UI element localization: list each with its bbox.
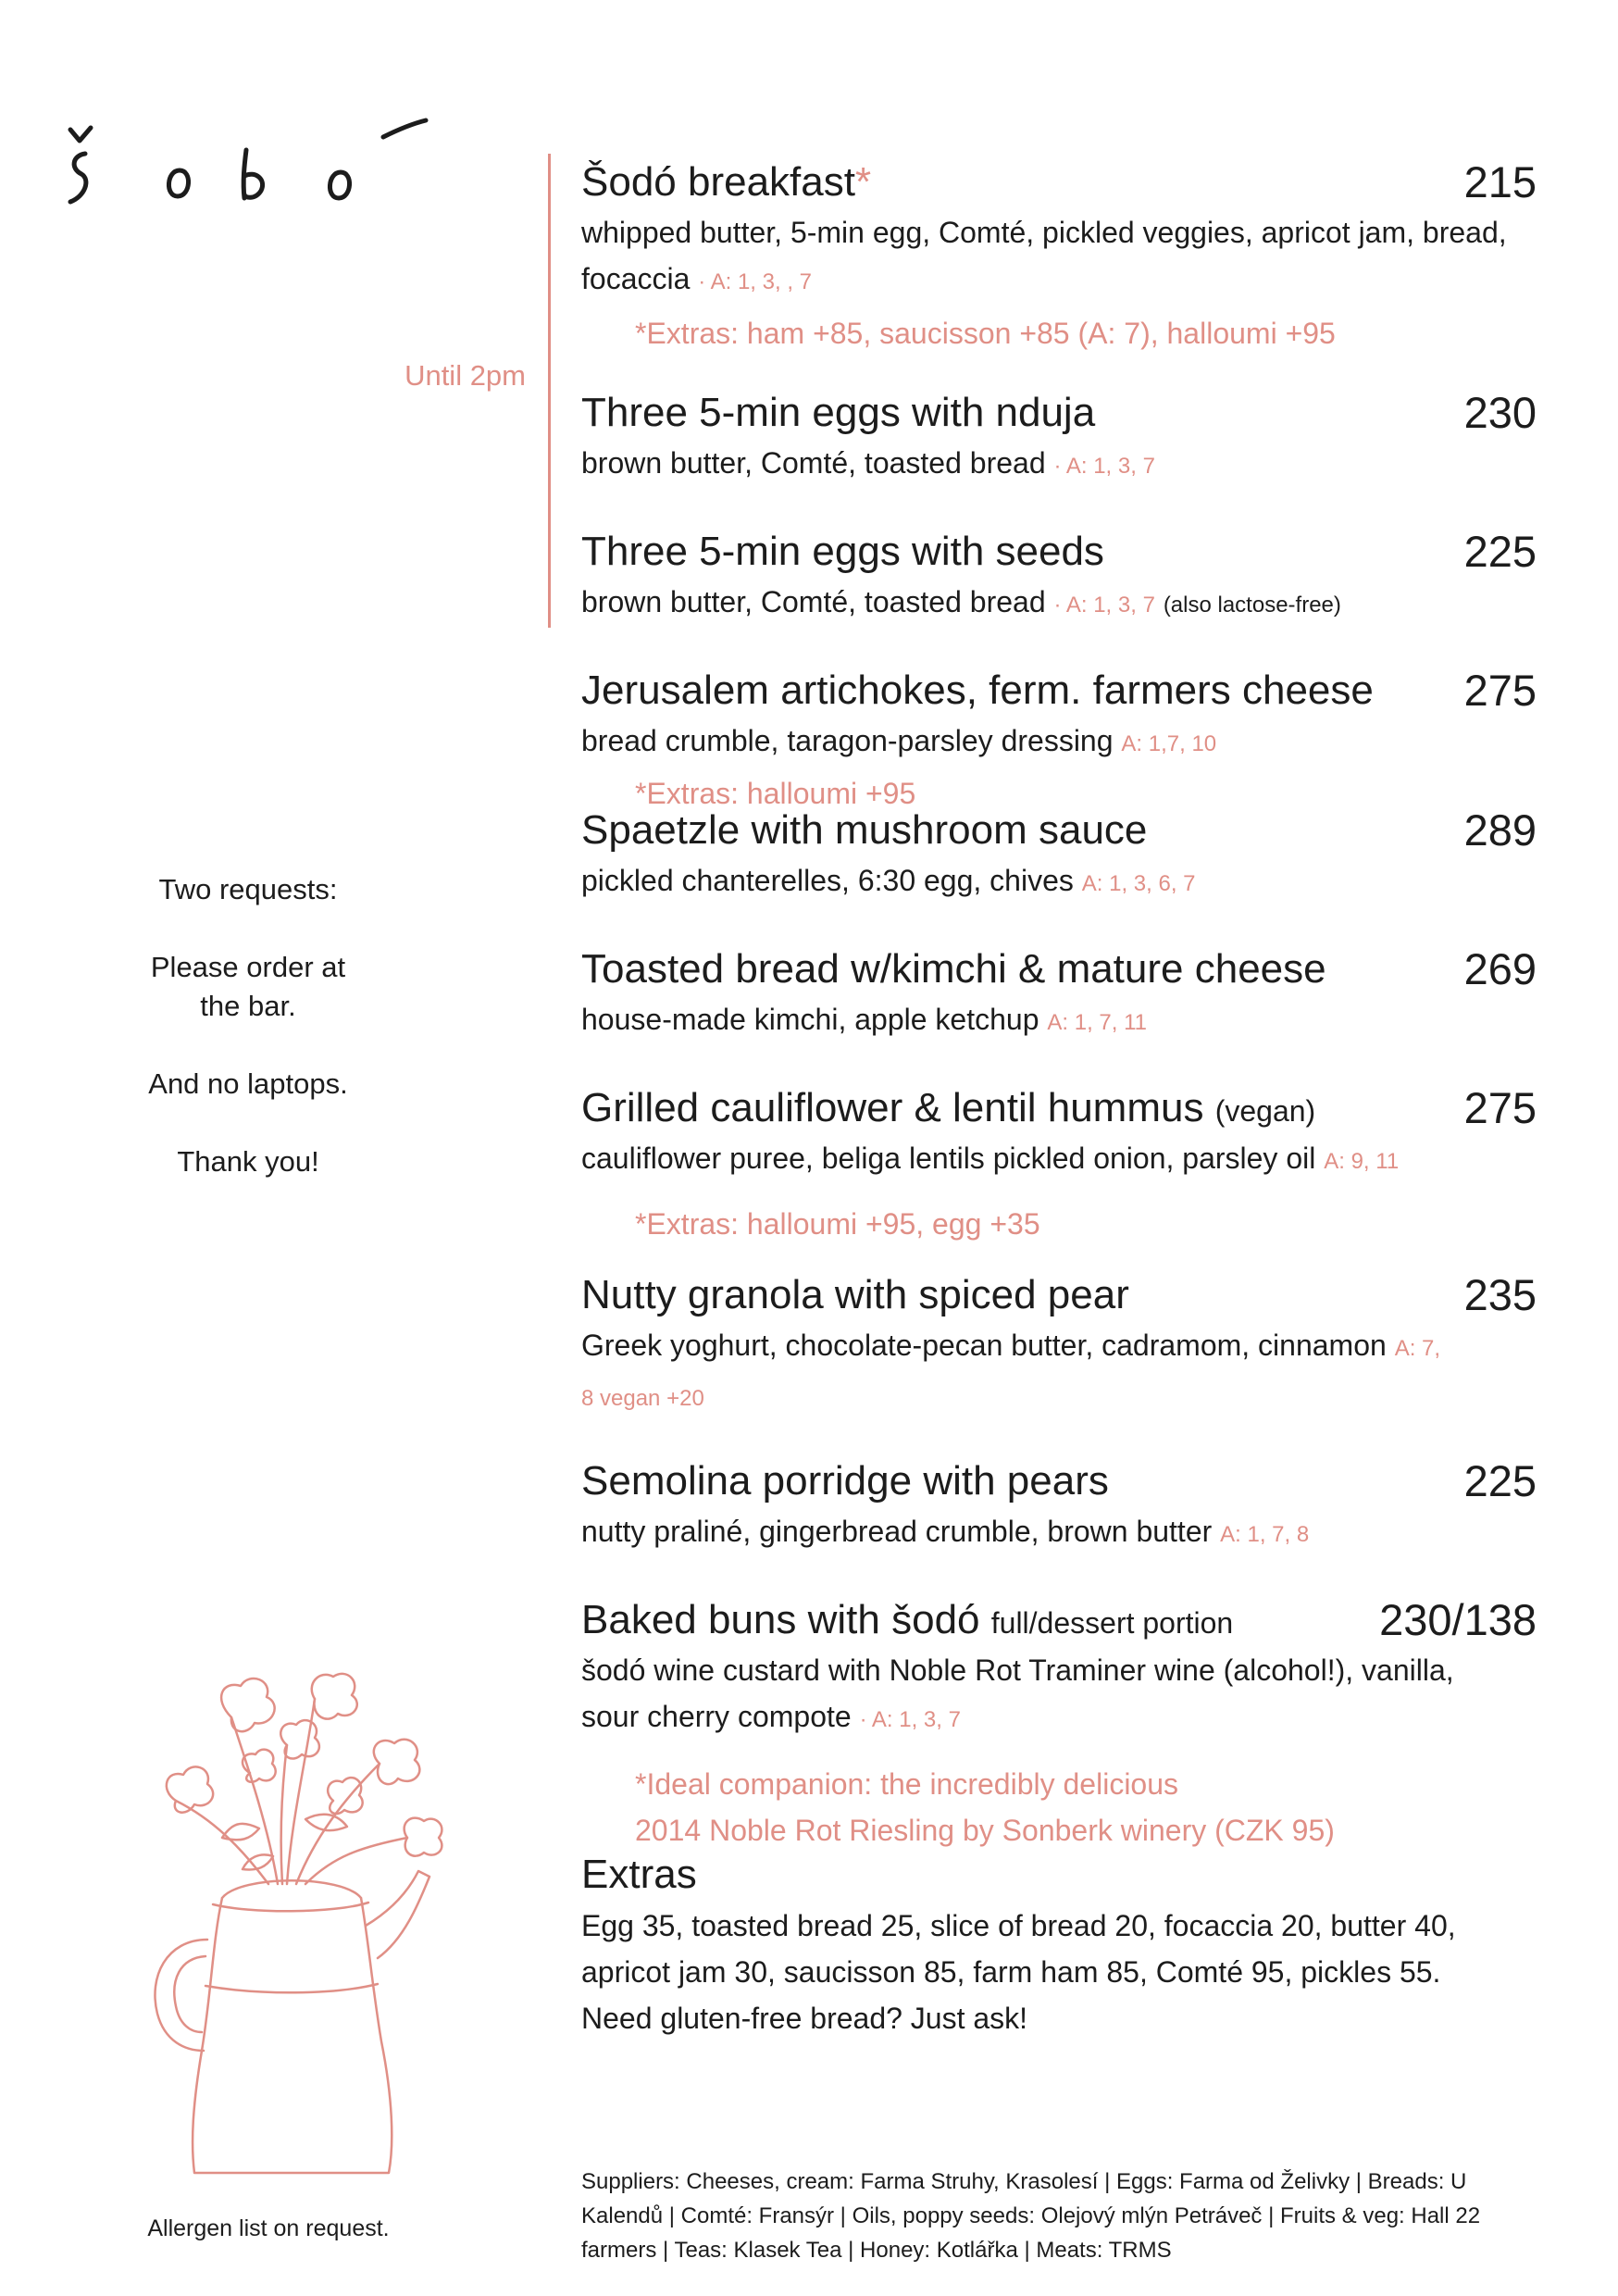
suppliers-list: Suppliers: Cheeses, cream: Farma Struhy, Krasolesí | Eggs: Farma od Želivky | Breads: U Kalendů | Comté: Fransýr | Oils, poppy seeds: Olejový mlýn Petráveč | Fruits & veg: Hall 22 farmers | Teas: Klasek Tea | Honey: Kotlářka | Meats: TRMS xyxy=(581,2169,1481,2263)
item-price: 225 xyxy=(1463,527,1537,576)
item-name: Semolina porridge with pears xyxy=(581,1458,1109,1504)
item-description: Greek yoghurt, chocolate-pecan butter, cadramom, cinnamon A: 7, 8 vegan +20 xyxy=(581,1329,1441,1411)
item-price: 215 xyxy=(1463,157,1537,206)
item-name: Šodó breakfast* xyxy=(581,159,872,205)
item-name: Three 5-min eggs with nduja xyxy=(581,390,1096,435)
menu-item-spaetzle xyxy=(581,804,1537,907)
wine-companion-note-line2: 2014 Noble Rot Riesling by Sonberk winery (CZK 95) xyxy=(635,1814,1335,1847)
breakfast-divider-line xyxy=(548,154,551,628)
wine-companion-note-line1: *Ideal companion: the incredibly delicious xyxy=(635,1767,1179,1801)
item-description: nutty praliné, gingerbread crumble, brown butter A: 1, 7, 8 xyxy=(581,1515,1310,1548)
item-price: 289 xyxy=(1463,805,1537,855)
allergen-list-note: Allergen list on request. xyxy=(147,2215,390,2241)
until-2pm-label: Until 2pm xyxy=(404,359,526,392)
item-price: 269 xyxy=(1463,944,1537,993)
item-allergens: A: 1, 7, 11 xyxy=(1047,1010,1148,1035)
item-note: (also lactose-free) xyxy=(1163,593,1341,618)
item-allergens: A: 7, 8 vegan +20 xyxy=(581,1336,1441,1411)
requests-title: Two requests: xyxy=(158,873,338,905)
item-price: 230 xyxy=(1463,388,1537,437)
item-description: whipped butter, 5-min egg, Comté, pickled veggies, apricot jam, bread, focaccia · A: 1, 3, , 7 xyxy=(581,216,1507,295)
item-price: 275 xyxy=(1463,666,1537,715)
menu-item-sodo-breakfast xyxy=(581,156,1537,306)
menu-item-baked-buns xyxy=(581,1593,1537,1743)
menu-item-semolina-porridge xyxy=(581,1454,1537,1558)
item-allergens: · A: 1, 3, 7 xyxy=(1053,593,1155,618)
item-allergens: A: 1, 7, 8 xyxy=(1220,1522,1310,1547)
item-name: Grilled cauliflower & lentil hummus (vegan) xyxy=(581,1085,1316,1130)
artichokes-extras-note: *Extras: halloumi +95 xyxy=(635,777,916,810)
no-laptops-note: And no laptops. xyxy=(148,1067,348,1100)
menu-item-eggs-nduja xyxy=(581,386,1537,490)
item-description: house-made kimchi, apple ketchup A: 1, 7, 11 xyxy=(581,1003,1148,1036)
item-description: šodó wine custard with Noble Rot Traminer wine (alcohol!), vanilla, sour cherry compote · A: 1, 3, 7 xyxy=(581,1653,1454,1733)
left-notes xyxy=(93,870,404,1220)
item-allergens: A: 1, 3, 6, 7 xyxy=(1081,871,1196,896)
item-price: 275 xyxy=(1463,1083,1537,1132)
item-description: cauliflower puree, beliga lentils pickled onion, parsley oil A: 9, 11 xyxy=(581,1142,1400,1175)
item-price: 235 xyxy=(1463,1270,1537,1319)
extras-text: Egg 35, toasted bread 25, slice of bread 20, focaccia 20, butter 40, apricot jam 30, saucisson 85, farm ham 85, Comté 95, pickles 55. Need gluten-free bread? Just ask! xyxy=(581,1909,1456,2035)
flower-vase-icon xyxy=(83,1662,472,2180)
logo xyxy=(63,109,433,218)
item-description: brown butter, Comté, toasted bread · A: 1, 3, 7 (also lactose-free) xyxy=(581,585,1341,618)
item-price: 225 xyxy=(1463,1456,1537,1505)
item-description: pickled chanterelles, 6:30 egg, chives A: 1, 3, 6, 7 xyxy=(581,864,1196,897)
item-name: Three 5-min eggs with seeds xyxy=(581,529,1104,574)
item-allergens: · A: 1, 3, , 7 xyxy=(698,269,813,294)
item-price: 230/138 xyxy=(1379,1595,1537,1644)
item-name: Jerusalem artichokes, ferm. farmers cheese xyxy=(581,668,1374,713)
breakfast-extras-note: *Extras: ham +85, saucisson +85 (A: 7), halloumi +95 xyxy=(635,317,1336,350)
item-name: Baked buns with šodó full/dessert portion xyxy=(581,1597,1234,1642)
menu-item-toasted-bread-kimchi xyxy=(581,942,1537,1046)
menu-item-eggs-seeds xyxy=(581,525,1537,629)
item-name: Toasted bread w/kimchi & mature cheese xyxy=(581,946,1326,992)
thank-you-note: Thank you! xyxy=(177,1145,319,1178)
menu-item-grilled-cauliflower xyxy=(581,1081,1537,1185)
item-allergens: · A: 1, 3, 7 xyxy=(1053,454,1155,479)
item-description: bread crumble, taragon-parsley dressing A: 1,7, 10 xyxy=(581,724,1217,757)
menu-item-nutty-granola xyxy=(581,1268,1537,1422)
item-name: Nutty granola with spiced pear xyxy=(581,1272,1129,1317)
item-description: brown butter, Comté, toasted bread · A: 1, 3, 7 xyxy=(581,446,1155,480)
menu-item-jerusalem-artichokes xyxy=(581,664,1537,767)
item-allergens: A: 9, 11 xyxy=(1324,1149,1400,1174)
item-name: Spaetzle with mushroom sauce xyxy=(581,807,1148,853)
item-allergens: A: 1,7, 10 xyxy=(1121,731,1217,756)
extras-title: Extras xyxy=(581,1852,697,1897)
cauliflower-extras-note: *Extras: halloumi +95, egg +35 xyxy=(635,1207,1040,1241)
item-allergens: · A: 1, 3, 7 xyxy=(859,1707,961,1732)
order-at-bar-note: Please order at the bar. xyxy=(150,951,346,1022)
